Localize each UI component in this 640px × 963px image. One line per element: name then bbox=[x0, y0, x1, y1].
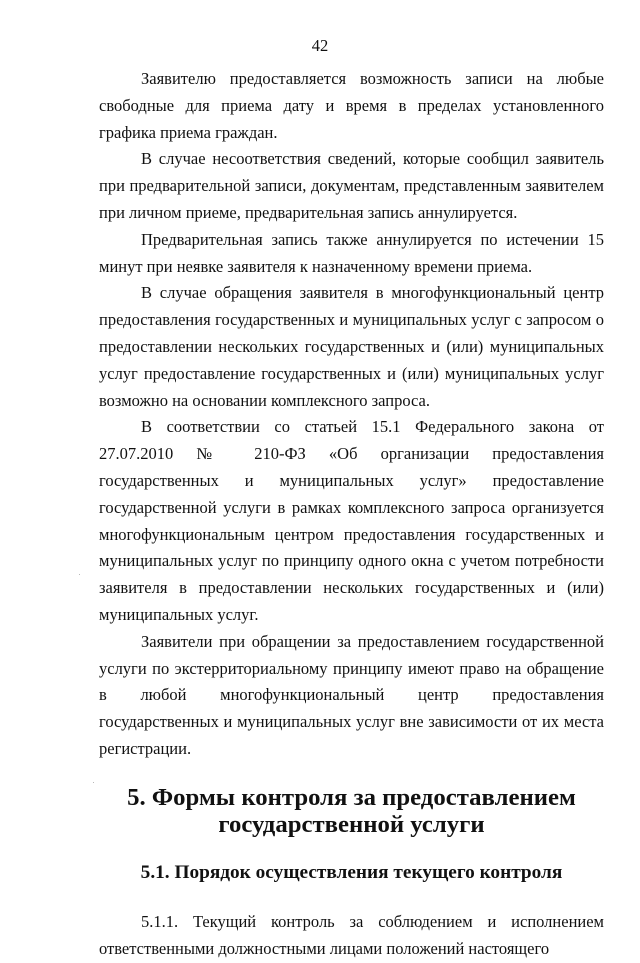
scan-speck bbox=[93, 782, 94, 783]
paragraph-federal-law: В соответствии со статьей 15.1 Федерального закона от 27.07.2010 № 210-ФЗ «Об организации предоставления государственных и муниципальных услуг» предоставление государственной услуги в рамках комплексного запроса организуется многофункциональным центром предоставления государственных и муниципальных услуг по принципу одного окна с учетом потребности заявителя в предоставлении нескольких государственных и (или) муниципальных услуг. bbox=[99, 417, 604, 624]
paragraph-complex-request: В случае обращения заявителя в многофункциональный центр предоставления государственных и муниципальных услуг с запросом о предоставлении нескольких государственных и (или) муниципальных услуг предоставление государственных и (или) муниципальных услуг возможно на основании комплексного запроса. bbox=[99, 283, 604, 410]
paragraph-mismatch-cancellation: В случае несоответствия сведений, которые сообщил заявитель при предварительной записи, документам, представленным заявителем при личном приеме, предварительная запись аннулируется. bbox=[99, 149, 604, 222]
scan-speck bbox=[79, 574, 80, 575]
paragraph-current-control: 5.1.1. Текущий контроль за соблюдением и исполнением ответственными должностными лицами положений настоящего bbox=[99, 912, 604, 958]
page-number: 42 bbox=[311, 36, 329, 55]
document-body bbox=[99, 66, 604, 963]
paragraph-extraterritorial: Заявители при обращении за предоставлением государственной услуги по экстерриториальному принципу имеют право на обращение в любой многофункциональный центр предоставления государственных и муниципальных услуг вне зависимости от их места регистрации. bbox=[99, 631, 604, 758]
paragraph-no-show-cancellation: Предварительная запись также аннулируется по истечении 15 минут при неявке заявителя к назначенному времени приема. bbox=[99, 229, 604, 276]
section-heading: 5. Формы контроля за предоставлением государственной услуги bbox=[127, 783, 576, 838]
paragraph-appointment-option: Заявителю предоставляется возможность записи на любые свободные для приема дату и время в пределах установленного графика приема граждан. bbox=[99, 69, 604, 142]
subsection-heading: 5.1. Порядок осуществления текущего контроля bbox=[140, 862, 563, 884]
